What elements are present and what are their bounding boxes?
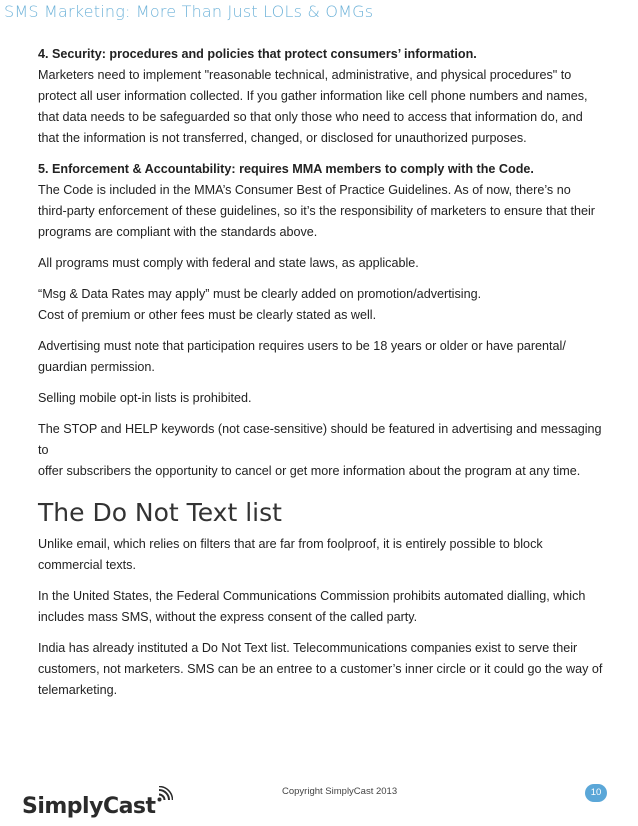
copyright-text: Copyright SimplyCast 2013 (282, 786, 398, 797)
optin-text: Selling mobile opt-in lists is prohibited. (38, 391, 252, 405)
dnt-line: telemarketing. (38, 683, 118, 697)
dnt-paragraph-1 (38, 534, 608, 576)
enforcement-line: programs are compliant with the standards above. (38, 225, 318, 239)
keywords-line: The STOP and HELP keywords (not case-sensitive) should be featured in advertising and messaging to (38, 422, 602, 457)
security-line: Marketers need to implement "reasonable technical, administrative, and physical procedures" to (38, 68, 572, 82)
dnt-line: customers, not marketers. SMS can be an entree to a customer’s inner circle or it could go the way of (38, 662, 603, 676)
security-heading: 4. Security: procedures and policies that protect consumers’ information. (38, 47, 477, 61)
security-section (38, 44, 608, 149)
age-paragraph (38, 336, 608, 378)
page-header-title: SMS Marketing: More Than Just LOLs & OMGs (4, 2, 374, 21)
enforcement-line: The Code is included in the MMA’s Consumer Best of Practice Guidelines. As of now, there’s no (38, 183, 571, 197)
dnt-line: Unlike email, which relies on filters that are far from foolproof, it is entirely possible to block (38, 537, 543, 551)
page-content (38, 44, 608, 711)
rates-line: “Msg & Data Rates may apply” must be clearly added on promotion/advertising. (38, 287, 482, 301)
rates-paragraph (38, 284, 608, 326)
dnt-line: commercial texts. (38, 558, 136, 572)
dnt-line: In the United States, the Federal Communications Commission prohibits automated dialling, which (38, 589, 586, 603)
enforcement-line: third-party enforcement of these guidelines, so it’s the responsibility of marketers to ensure that their (38, 204, 595, 218)
security-line: that data needs to be safeguarded so that only those who need to access that information do, and (38, 110, 583, 124)
keywords-paragraph (38, 419, 608, 482)
keywords-line: offer subscribers the opportunity to cancel or get more information about the program at any time. (38, 464, 581, 478)
logo-text: SimplyCast (22, 794, 156, 819)
do-not-text-heading: The Do Not Text list (38, 498, 282, 527)
enforcement-section (38, 159, 608, 243)
laws-paragraph (38, 253, 608, 274)
laws-text: All programs must comply with federal and state laws, as applicable. (38, 256, 419, 270)
enforcement-heading: 5. Enforcement & Accountability: requires MMA members to comply with the Code. (38, 162, 534, 176)
security-line: that the information is not transferred, changed, or disclosed for unauthorized purposes. (38, 131, 527, 145)
age-line: Advertising must note that participation requires users to be 18 years or older or have parental/ (38, 339, 566, 353)
age-line: guardian permission. (38, 360, 155, 374)
dnt-line: India has already instituted a Do Not Text list. Telecommunications companies exist to serve their (38, 641, 578, 655)
rates-line: Cost of premium or other fees must be clearly stated as well. (38, 308, 377, 322)
page-footer (0, 780, 638, 826)
dnt-line: includes mass SMS, without the express consent of the called party. (38, 610, 418, 624)
broadcast-signal-icon (157, 786, 173, 807)
dnt-paragraph-2 (38, 586, 608, 628)
dnt-paragraph-3 (38, 638, 608, 701)
security-line: protect all user information collected. If you gather information like cell phone numbers and names, (38, 89, 588, 103)
page-number-badge: 10 (585, 784, 607, 802)
simplycast-logo (22, 786, 173, 819)
optin-paragraph (38, 388, 608, 409)
